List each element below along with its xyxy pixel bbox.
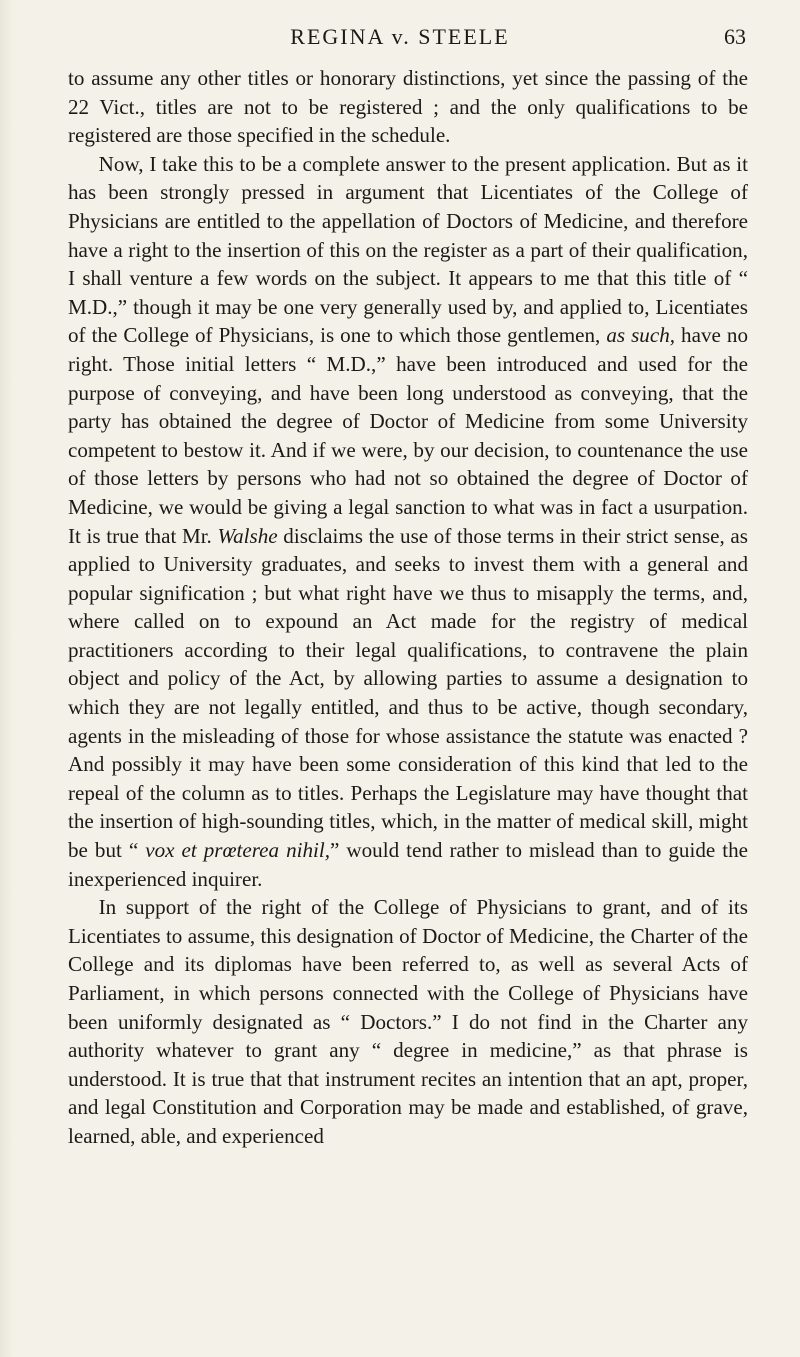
running-head (68, 24, 748, 54)
paragraph-2-text-end: ” would tend rather to mislead than to guide the inexperienced inquirer. (68, 838, 748, 891)
paragraph-2-em3: vox et prœterea nihil, (145, 838, 331, 863)
paragraph-1 (68, 64, 748, 150)
paragraph-2-em1: as such, (606, 323, 676, 348)
paragraph-3-text: In support of the right of the College of Physicians to grant, and of its Licentiates to assume, this designation of Doctor of Medicine, the Charter of the College and its diplomas have been referred to, as well as several Acts of Parliament, in which persons connected with the College of Physicians have been uniformly designated as “ Doctors.” I do not find in the Charter any authority whatever to grant any “ degree in medicine,” as that phrase is understood. It is true that that instrument recites an intention that an apt, proper, and legal Constitution and Corporation may be made and established, of grave, learned, able, and experienced (68, 895, 748, 1148)
body-text (68, 64, 748, 1151)
paragraph-2-text-before-em1: Now, I take this to be a complete answer to the present application. But as it has been strongly pressed in argument that Licentiates of the College of Physicians are entitled to the appellation of Doctors of Medicine, and therefore have a right to the insertion of this on the register as a part of their qualification, I shall venture a few words on the subject. It appears to me that this title of “ M.D.,” though it may be one very generally used by, and applied to, Licentiates of the College of Physicians, is one to which those gentlemen, (68, 151, 748, 348)
page-number: 63 (724, 24, 746, 49)
paragraph-3 (68, 893, 748, 1150)
paragraph-2 (68, 150, 748, 893)
paragraph-2-text-after-em1: have no right. Those initial letters “ M.D.,” have been introduced and used for the purpose of conveying, and have been long understood as conveying, that the party has obtained the degree of Doctor of Medicine from some University competent to bestow it. And if we were, by our decision, to countenance the use of those letters by persons who had not so obtained the degree of Doctor of Medicine, we would be giving a legal sanction to what was in fact a usurpation. It is true that Mr. (68, 323, 748, 548)
running-title: REGINA v. STEELE (290, 24, 510, 49)
paragraph-1-text: to assume any other titles or honorary distinctions, yet since the passing of the 22 Vict., titles are not to be registered ; and the only qualifications to be registered are those specified in the schedule. (68, 66, 748, 148)
paragraph-2-text-after-em2: disclaims the use of those terms in their strict sense, as applied to University graduates, and seeks to invest them with a general and popular signification ; but what right have we thus to misapply the terms, and, where called on to expound an Act made for the registry of medical practitioners according to their legal qualifications, to contravene the plain object and policy of the Act, by allowing parties to assume a designation to which they are not legally entitled, and thus to be active, though secondary, agents in the misleading of those for whose assistance the statute was enacted ? And possibly it may have been some consideration of this kind that led to the repeal of the column as to titles. Perhaps the Legislature may have thought that the insertion of high-sounding titles, which, in the matter of medical skill, might be but “ (68, 523, 749, 863)
paragraph-2-em2: Walshe (217, 523, 278, 548)
